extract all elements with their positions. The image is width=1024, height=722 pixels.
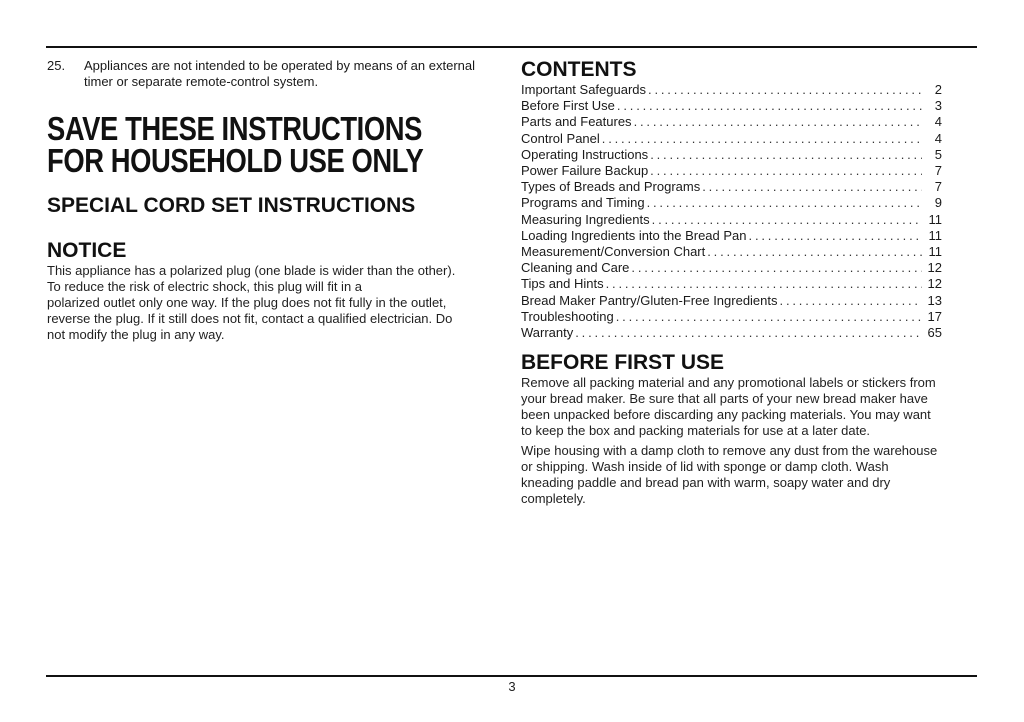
- save-heading-line-2: FOR HOUSEHOLD USE ONLY: [47, 142, 424, 179]
- toc-entry-troubleshooting[interactable]: [521, 309, 942, 325]
- toc-leader-dots: [702, 179, 922, 195]
- toc-page: 11: [928, 211, 942, 227]
- toc-leader-dots: [617, 98, 922, 114]
- bottom-rule: [46, 675, 977, 677]
- toc-leader-dots: [749, 228, 922, 244]
- toc-label: Control Panel: [521, 130, 600, 146]
- paragraph-line: to keep the box and packing materials for use at a later date.: [521, 423, 871, 439]
- table-of-contents: [521, 82, 942, 341]
- toc-page: 5: [934, 146, 942, 162]
- toc-leader-dots: [631, 260, 922, 276]
- left-column: [47, 58, 502, 343]
- toc-leader-dots: [575, 325, 922, 341]
- toc-entry-warranty[interactable]: [521, 325, 942, 341]
- paragraph-line: completely.: [521, 491, 586, 507]
- notice-line: polarized outlet only one way. If the plug does not fit fully in the outlet,: [47, 295, 447, 310]
- toc-label: Loading Ingredients into the Bread Pan: [521, 227, 747, 243]
- right-column: [521, 58, 981, 507]
- toc-label: Before First Use: [521, 98, 615, 114]
- toc-label: Power Failure Backup: [521, 163, 649, 179]
- toc-page: 12: [927, 276, 942, 292]
- toc-leader-dots: [616, 309, 922, 325]
- item-number: 25.: [47, 58, 66, 73]
- toc-leader-dots: [634, 114, 922, 130]
- toc-page: 12: [927, 260, 942, 276]
- toc-entry-control-panel[interactable]: [521, 131, 942, 147]
- toc-page: 3: [934, 98, 942, 114]
- toc-entry-power-failure-backup[interactable]: [521, 163, 942, 179]
- toc-entry-parts-and-features[interactable]: [521, 114, 942, 130]
- notice-line: reverse the plug. If it still does not fit, contact a qualified electrician. Do: [47, 311, 453, 326]
- toc-leader-dots: [707, 244, 922, 260]
- before-first-use-paragraph-1: [521, 375, 981, 439]
- toc-leader-dots: [780, 293, 922, 309]
- toc-leader-dots: [650, 163, 922, 179]
- toc-page: 11: [928, 244, 942, 260]
- toc-page: 2: [934, 82, 942, 97]
- item-text: Appliances are not intended to be operated by means of an external timer or separate remote-control system.: [84, 58, 475, 89]
- toc-entry-operating-instructions[interactable]: [521, 147, 942, 163]
- before-first-use-paragraph-2: [521, 443, 981, 507]
- toc-leader-dots: [650, 147, 922, 163]
- toc-page: 13: [927, 292, 942, 308]
- page-number: 3: [508, 679, 516, 694]
- toc-entry-programs-and-timing[interactable]: [521, 195, 942, 211]
- paragraph-line: Wipe housing with a damp cloth to remove any dust from the warehouse: [521, 443, 938, 459]
- paragraph-line: been unpacked before discarding any packing materials. You may want: [521, 407, 931, 423]
- toc-page: 7: [934, 179, 942, 195]
- toc-page: 9: [934, 195, 942, 211]
- notice-heading: NOTICE: [47, 239, 127, 262]
- toc-page: 4: [934, 130, 942, 146]
- toc-entry-pantry-gluten-free[interactable]: [521, 293, 942, 309]
- toc-label: Bread Maker Pantry/Gluten-Free Ingredients: [521, 292, 778, 308]
- paragraph-line: your bread maker. Be sure that all parts of your new bread maker have: [521, 391, 928, 407]
- before-first-use-heading: BEFORE FIRST USE: [521, 351, 725, 375]
- notice-line: not modify the plug in any way.: [47, 327, 225, 342]
- paragraph-line: or shipping. Wash inside of lid with sponge or damp cloth. Wash: [521, 459, 889, 475]
- toc-entry-loading-ingredients[interactable]: [521, 228, 942, 244]
- toc-entry-conversion-chart[interactable]: [521, 244, 942, 260]
- toc-entry-cleaning-and-care[interactable]: [521, 260, 942, 276]
- paragraph-line: Remove all packing material and any promotional labels or stickers from: [521, 375, 936, 391]
- toc-label: Operating Instructions: [521, 146, 649, 162]
- toc-leader-dots: [647, 195, 922, 211]
- toc-leader-dots: [652, 212, 922, 228]
- toc-label: Tips and Hints: [521, 276, 604, 292]
- toc-leader-dots: [602, 131, 922, 147]
- toc-page: 7: [934, 163, 942, 179]
- top-rule: [46, 46, 977, 48]
- toc-entry-important-safeguards[interactable]: [521, 82, 942, 98]
- cord-set-heading: SPECIAL CORD SET INSTRUCTIONS: [47, 194, 416, 217]
- toc-entry-tips-and-hints[interactable]: [521, 276, 942, 292]
- toc-label: Warranty: [521, 325, 574, 341]
- toc-label: Cleaning and Care: [521, 260, 630, 276]
- toc-page: 65: [927, 325, 942, 341]
- paragraph-line: kneading paddle and bread pan with warm, soapy water and dry: [521, 475, 891, 491]
- toc-page: 4: [934, 114, 942, 130]
- toc-label: Measuring Ingredients: [521, 211, 650, 227]
- toc-label: Programs and Timing: [521, 195, 645, 211]
- toc-entry-measuring-ingredients[interactable]: [521, 212, 942, 228]
- toc-page: 11: [928, 227, 942, 243]
- toc-entry-before-first-use[interactable]: [521, 98, 942, 114]
- toc-label: Measurement/Conversion Chart: [521, 244, 706, 260]
- toc-label: Troubleshooting: [521, 308, 614, 324]
- save-instructions-heading: [47, 110, 425, 179]
- notice-paragraph: [47, 263, 502, 343]
- toc-page: 17: [927, 308, 942, 324]
- contents-heading: CONTENTS: [521, 58, 637, 81]
- toc-leader-dots: [648, 82, 922, 98]
- toc-label: Important Safeguards: [521, 82, 647, 97]
- toc-label: Parts and Features: [521, 114, 632, 130]
- notice-line: To reduce the risk of electric shock, this plug will fit in a: [47, 279, 363, 294]
- notice-line: This appliance has a polarized plug (one blade is wider than the other).: [47, 263, 456, 278]
- toc-label: Types of Breads and Programs: [521, 179, 701, 195]
- toc-leader-dots: [606, 276, 922, 292]
- save-heading-line-1: SAVE THESE INSTRUCTIONS: [47, 110, 422, 147]
- safeguard-item-25: [47, 58, 502, 90]
- toc-entry-types-of-breads[interactable]: [521, 179, 942, 195]
